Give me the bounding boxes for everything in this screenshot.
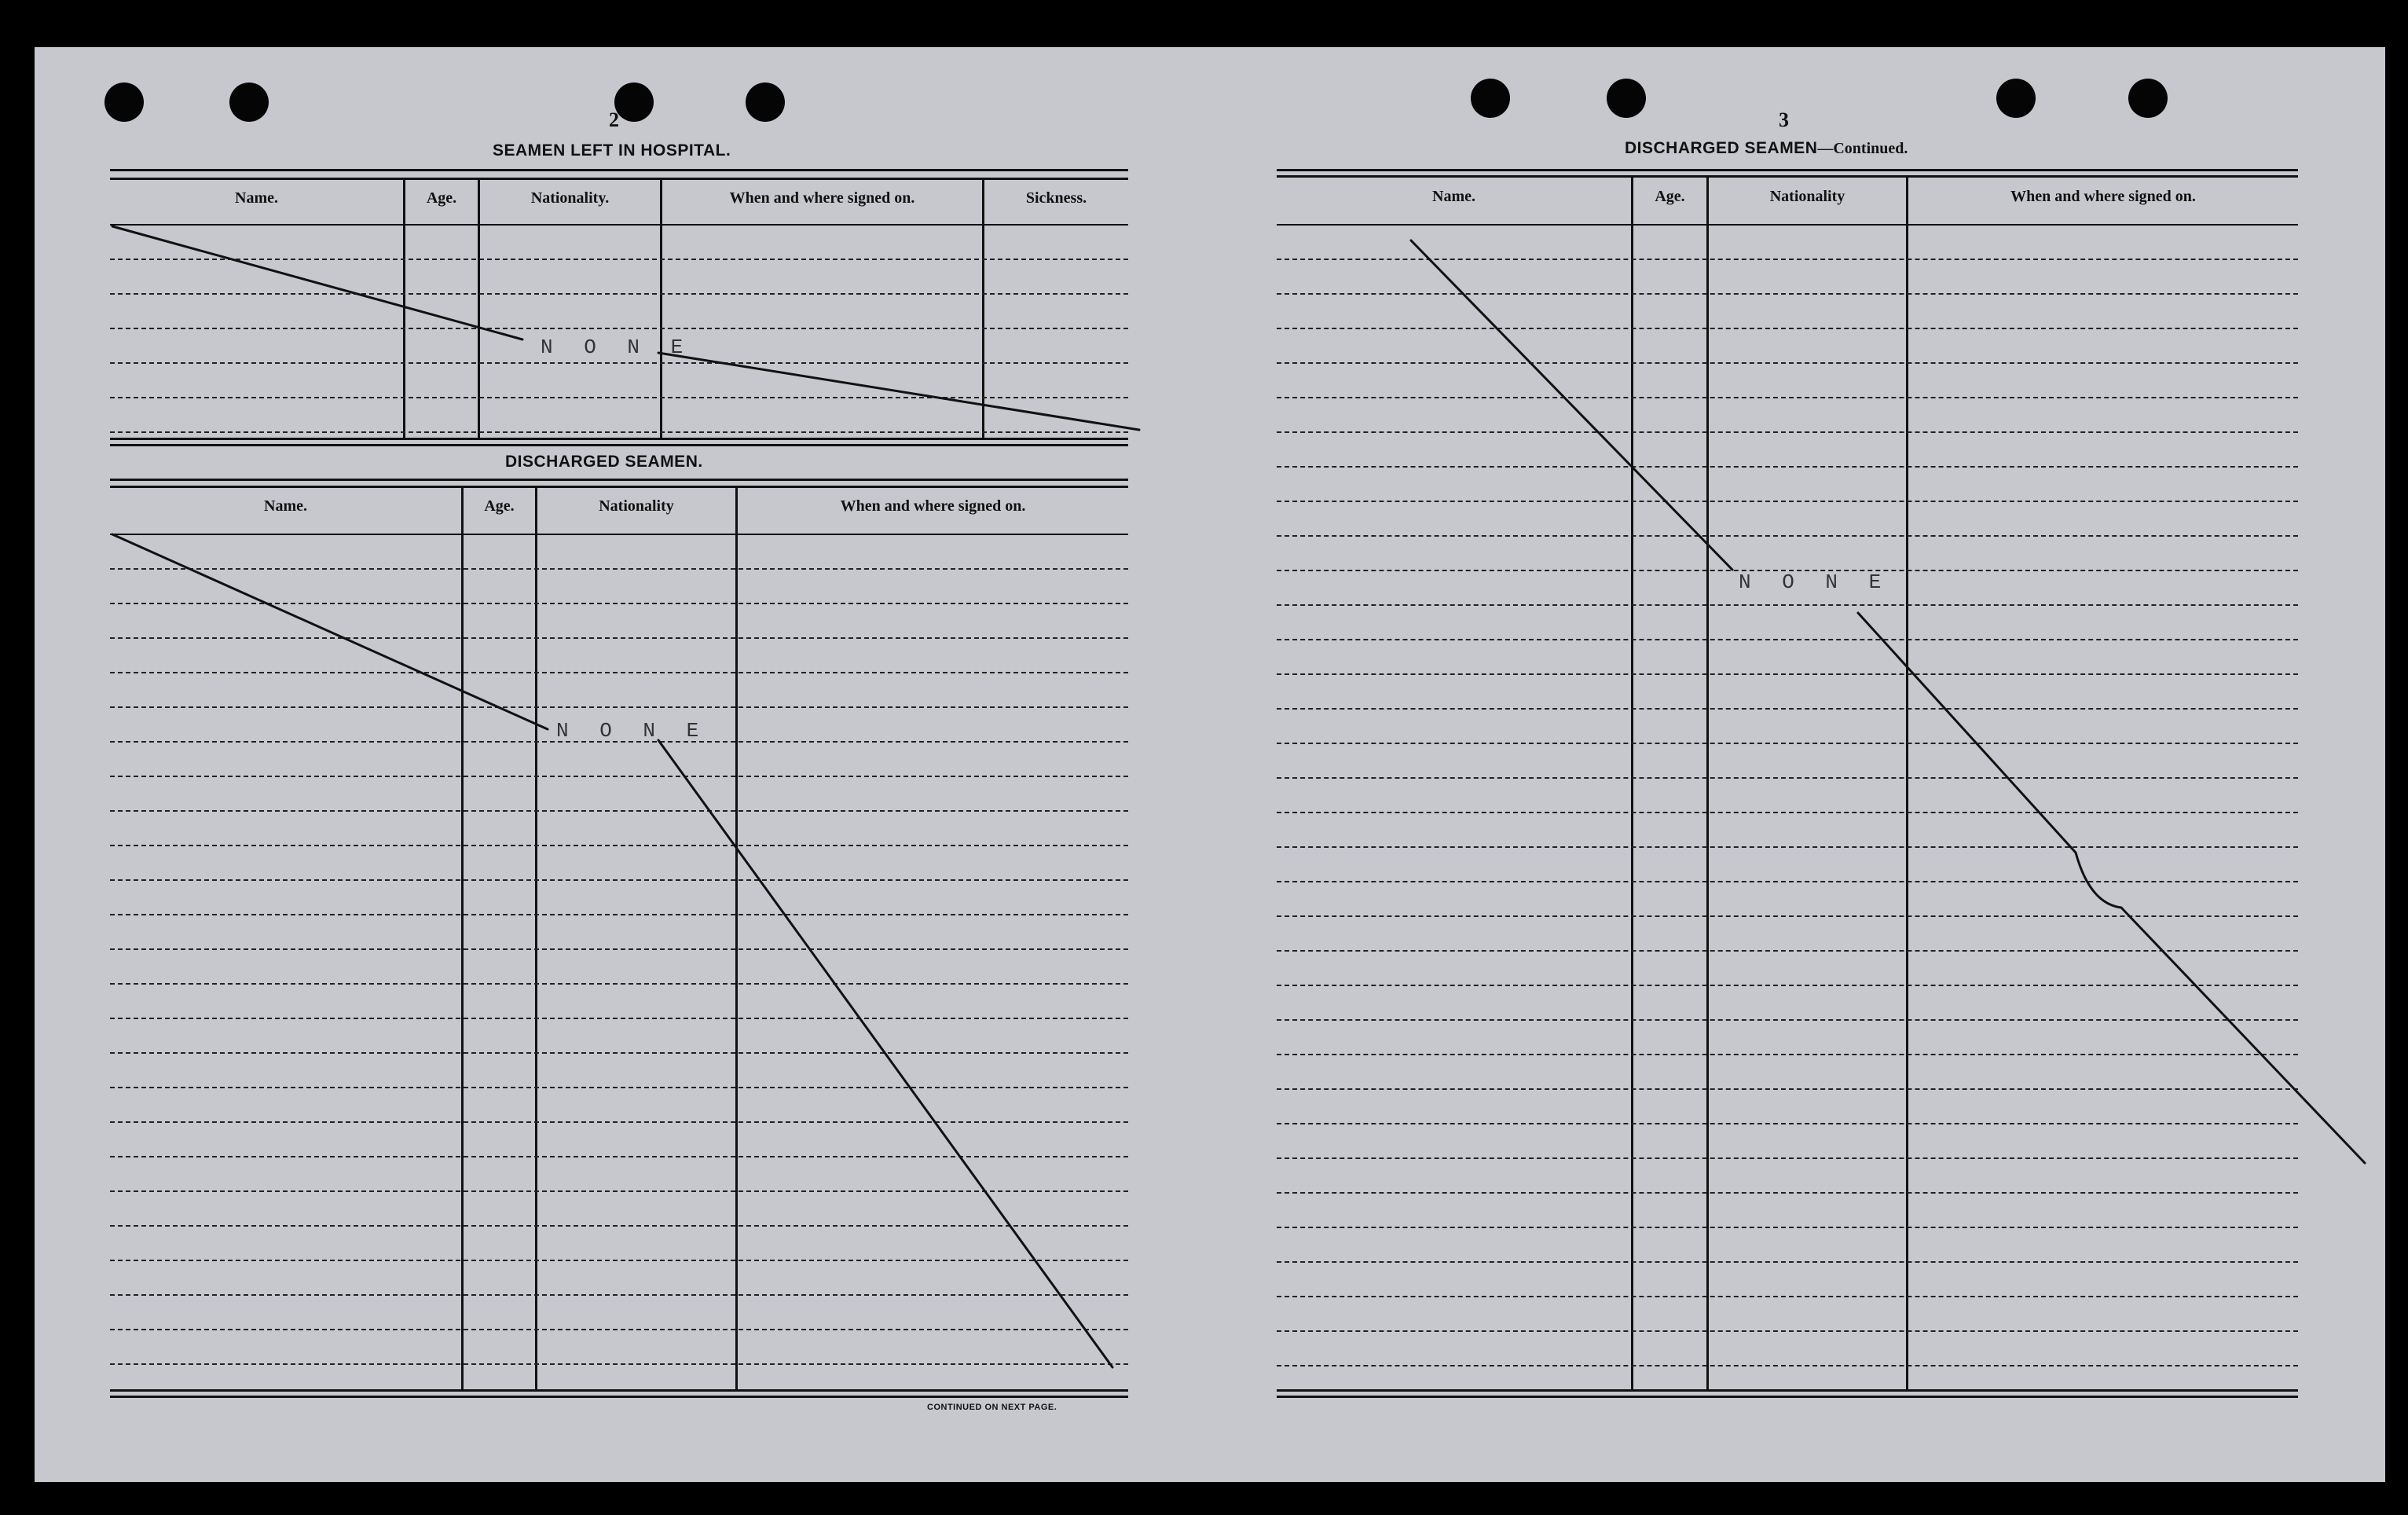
page-number-right: 3 [1779,108,1789,131]
punch-hole [229,83,269,122]
column-header-signed-on: When and where signed on. [729,189,915,207]
punch-hole [1996,79,2036,118]
discharged-table-right [1277,169,2298,1398]
continued-suffix: —Continued. [1817,140,1908,157]
column-header-sickness: Sickness. [1025,189,1087,207]
punch-hole [104,83,144,122]
discharged-table-left [110,479,1128,1398]
punch-hole [614,83,654,122]
discharged-continued-title [1625,139,1908,158]
punch-hole [2128,79,2168,118]
discharged-continued-title-text: DISCHARGED SEAMEN [1625,139,1818,157]
column-header-name: Name. [235,189,278,207]
column-header-age: Age. [1655,188,1685,205]
column-header-name: Name. [1432,188,1475,205]
page-number-left: 2 [609,108,619,131]
column-header-nationality: Nationality [1769,188,1845,205]
punch-hole [1607,79,1646,118]
continued-footer: CONTINUED ON NEXT PAGE. [927,1403,1057,1412]
discharged-section-title: DISCHARGED SEAMEN. [505,453,703,471]
none-entry: N O N E [1739,570,1891,594]
none-entry: N O N E [541,336,693,359]
hospital-table [110,169,1128,444]
hospital-section-title: SEAMEN LEFT IN HOSPITAL. [493,141,731,160]
column-header-signed-on: When and where signed on. [840,497,1026,515]
column-header-name: Name. [264,497,307,515]
punch-hole [746,83,785,122]
column-header-age: Age. [426,189,457,207]
column-header-nationality: Nationality [599,497,674,515]
column-header-age: Age. [484,497,515,515]
column-header-signed-on: When and where signed on. [2010,188,2196,205]
column-header-nationality: Nationality. [530,189,610,207]
none-entry: N O N E [556,719,709,743]
punch-hole [1471,79,1510,118]
